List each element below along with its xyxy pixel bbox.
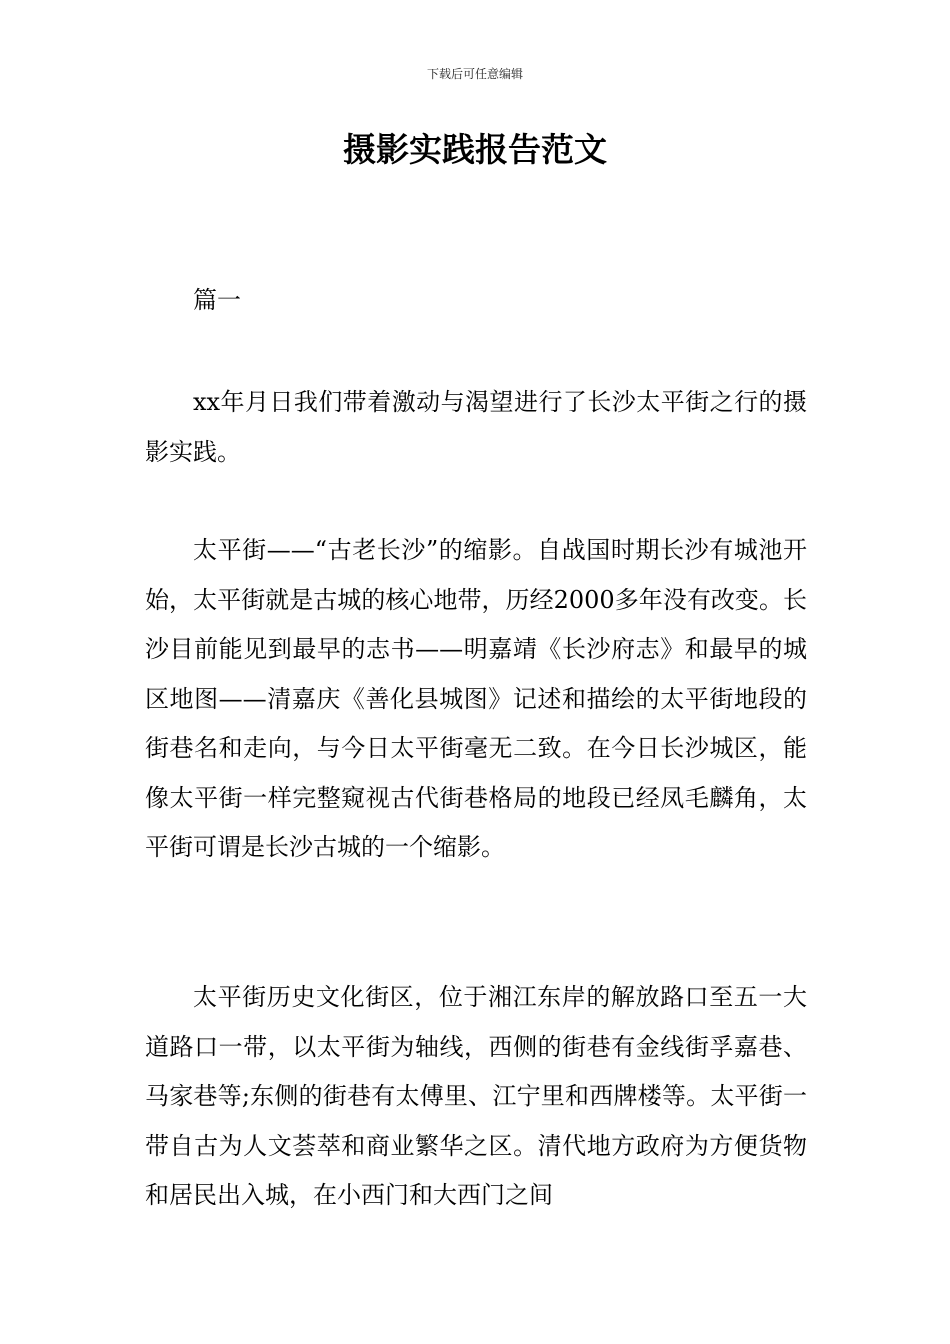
paragraph-2: 太平街——“古老长沙”的缩影。自战国时期长沙有城池开始，太平街就是古城的核心地带，历经2000多年没有改变。长沙目前能见到最早的志书——明嘉靖《长沙府志》和最早的城区地图——清嘉庆《善化县城图》记述和描绘的太平街地段的街巷名和走向，与今日太平街毫无二致。在今日长沙城区，能像太平街一样完整窥视古代街巷格局的地段已经凤毛麟角，太平街可谓是长沙古城的一个缩影。 [145, 536, 807, 861]
paragraph-1: xx年月日我们带着激动与渴望进行了长沙太平街之行的摄影实践。 [145, 388, 807, 466]
paragraph-1-wrapper [145, 378, 807, 477]
paragraph-3: 太平街历史文化街区，位于湘江东岸的解放路口至五一大道路口一带，以太平街为轴线，西侧的街巷有金线街孚嘉巷、马家巷等;东侧的街巷有太傅里、江宁里和西牌楼等。太平街一带自古为人文荟萃和商业繁华之区。清代地方政府为方便货物和居民出入城，在小西门和大西门之间 [145, 983, 807, 1209]
section-label-wrapper [145, 276, 807, 326]
header-note: 下载后可任意编辑 [426, 67, 523, 81]
paragraph-2-wrapper [145, 526, 807, 873]
document-title: 摄影实践报告范文 [343, 130, 607, 169]
section-label: 篇一 [193, 286, 241, 314]
paragraph-3-wrapper [145, 973, 807, 1221]
